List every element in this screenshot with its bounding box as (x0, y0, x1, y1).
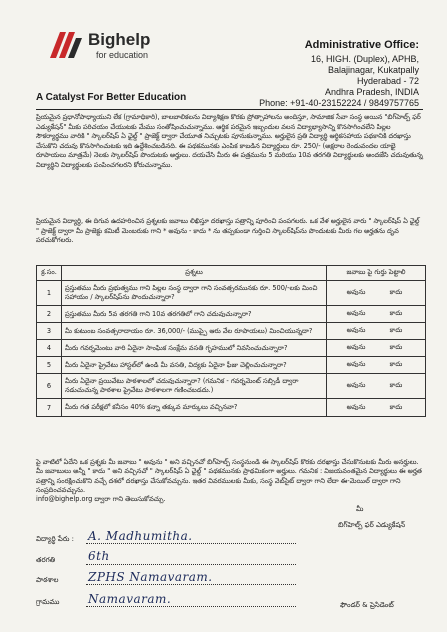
student-name-value[interactable]: A. Madhumitha. (88, 529, 193, 543)
row-number: 7 (37, 399, 62, 417)
eligibility-note: పై వాటిలో ఏదేని ఒక ప్రశ్నకు మీ జవాబు " అవును " అని వచ్చినచో బిగ్‌హెల్ప్ సంస్థనుండి ఈ స్కాలర్‌షిప్ కొరకు దరఖాస్తు చేసుకొనుటకు మీరు అనర్హులు. మీ జవాబులు అన్నీ " కాదు " అని వచ్చినచో " స్కాలర్‌షిప్ ఏ ఛైల్డ్ " పథకమునకు ప్రాథమికంగా అర్హులు. గమనిక : విజయవంతమైన విద్యార్థులు ఈ అర్హత పత్రాన్ని సంరక్షించుకొని వచ్చే దశలో దరఖాస్తు చేసుకోవచ్చును. ఇతర వివరములకు మీకు, సంస్థ వెబ్‌సైట్ ద్వారా గాని లేదా ఈ-మెయిల్ ద్వారా గాని సంప్రదించవచ్చును. (36, 458, 422, 494)
header-divider (36, 109, 423, 110)
question-text: మీరు గవర్నమెంటు వారి ఏదైనా సాంఘిక సంక్షేమ వసతి గృహములో నివసించుచున్నారా? (62, 340, 327, 357)
footer-note (36, 458, 426, 504)
table-row (37, 323, 426, 340)
class-label: తరగతి (36, 556, 56, 564)
answer-yes-option[interactable]: అవును (346, 402, 366, 411)
answer-options (327, 306, 426, 323)
office-phone: Phone: +91-40-23152224 / 9849757765 (259, 98, 419, 108)
answer-options (327, 357, 426, 374)
table-row (37, 399, 426, 417)
contact-email: info@bighelp.org ద్వారా గాని తెలుసుకోవచ్చు. (36, 495, 166, 504)
answer-options (327, 323, 426, 340)
village-label: గ్రామము (36, 598, 60, 606)
question-text: ప్రస్తుతము మీరు 5వ తరగతి గాని 10వ తరగతిలో గాని చదువుచున్నారా? (62, 306, 327, 323)
answer-no-option[interactable]: కాదు (389, 326, 403, 334)
school-label: పాఠశాల (36, 576, 59, 584)
row-number: 6 (37, 374, 62, 399)
row-number: 4 (37, 340, 62, 357)
answer-yes-option[interactable]: అవును (346, 288, 366, 296)
col-serial-header: క్ర.సం. (37, 266, 62, 281)
answer-options (327, 340, 426, 357)
answer-no-option[interactable]: కాదు (389, 360, 403, 368)
table-row (37, 281, 426, 306)
question-text: ప్రస్తుతము మీరు ప్రభుత్వము గాని పిల్లల సంస్థ ద్వారా గాని సంవత్సరమునకు రూ. 500/-లకు మించి సహాయం / స్కాలర్‌షిప్‌ను పొందుచున్నారా? (62, 281, 327, 306)
office-address (259, 40, 419, 109)
school-line (86, 584, 296, 585)
table-header-row (37, 266, 426, 281)
class-value[interactable]: 6th (88, 549, 110, 563)
question-text: మీరు గత పరీక్షలో కనీసం 40% కన్నా తక్కువ మార్కులు వచ్చినవా? (62, 399, 327, 417)
question-text: మీరు ఏదైనా ప్రైవేటు హాస్టల్‌లో ఉండి మీ వసతి, విద్యకు ఏదైనా ఫీజు చెల్లించుచున్నారా? (62, 357, 327, 374)
answer-no-option[interactable]: కాదు (389, 381, 403, 389)
answer-options (327, 399, 426, 417)
eligibility-table (36, 265, 426, 417)
answer-yes-option[interactable]: అవును (346, 343, 366, 351)
col-answer-header: జవాబు పై గుర్తు పెట్టాలి (327, 266, 426, 281)
table-row (37, 374, 426, 399)
answer-yes-option[interactable]: అవును (346, 381, 366, 389)
office-line: Andhra Pradesh, INDIA (324, 87, 419, 97)
col-question-header: ప్రశ్నలు (62, 266, 327, 281)
office-line: 16, HIGH. (Duplex), APHB, (310, 54, 419, 64)
student-name-line (86, 543, 296, 544)
brand-subtitle: for education (96, 50, 149, 60)
row-number: 2 (37, 306, 62, 323)
student-name-label: విద్యార్థి పేరు : (36, 535, 74, 543)
question-text: మీ కుటుంబ సంవత్సరాదాయం రూ. 36,000/- (ముప్పై ఆరు వేల రూపాయలు) మించియున్నదా? (62, 323, 327, 340)
row-number: 1 (37, 281, 62, 306)
table-row (37, 340, 426, 357)
question-text: మీరు ఏదైనా ప్రయివేటు పాఠశాలలో చదువుచున్నారా? (గమనిక - గవర్నమెంట్ సబ్సిడీ ద్వారా నడుచుచున్న పాఠశాల ప్రైవేటు పాఠశాలగా గణించబడదు.) (62, 374, 327, 399)
school-value[interactable]: ZPHS Namavaram. (88, 570, 213, 584)
office-heading: Administrative Office: (304, 39, 419, 51)
organisation-signoff: బిగ్‌హెల్ప్ ఫర్ ఎడ్యుకేషన్ (338, 521, 406, 529)
village-value[interactable]: Namavaram. (88, 592, 172, 606)
closing-salutation: మీ (356, 505, 364, 513)
bighelp-logo-icon (46, 26, 86, 62)
tagline: A Catalyst For Better Education (36, 92, 187, 103)
answer-options (327, 281, 426, 306)
brand-name: Bighelp (88, 30, 151, 49)
answer-yes-option[interactable]: అవును (346, 326, 366, 334)
answer-no-option[interactable]: కాదు (389, 343, 403, 351)
letter-paragraph-headmaster: ప్రియమైన ప్రధానోపాధ్యాయుని లేక (గ్రామాధికారి), బాలబాలికలను విద్యాశిక్షణ కొరకు ప్రోత్సాహాలను అందిస్తూ, సామాజిక సేవా సంస్థ అయిన "బిగ్‌హెల్ప్ ఫర్ ఎడ్యుకేషన్" మీకు పరిచయం చేయుటకు మేము సంతోషించుచున్నాము. ఆర్థిక పరమైన ఇబ్బందుల వలన విద్యాభ్యాసాన్ని కొనసాగించలేని పిల్లల సౌకర్యార్థము వారికి " స్కాలర్‌షిప్ ఏ ఛైల్డ్ " ప్రాజెక్ట్ ద్వారా చేయూత నిచ్చుటకు పూనుకున్నాము. అర్హులైన ప్రతి విద్యార్థి ఆర్థికసహాయ పథకానికి దరఖాస్తు చేసుకొని చదువు కొనసాగించుటకు ఇది ఉద్దేశించబడినది. ఈ పథకమునకు ఎంపిక కాబడిన విద్యార్థులు రూ. 250/- (అక్షరాల రెండువందల యాభై రూపాయలు మాత్రమే) నెలకు స్కాలర్‌షిప్ పొందుటకు అర్హులు. దయచేసి మీరు ఈ పత్రమును 5 మరియు 10వ తరగతి విద్యార్థులకు అందజేసి చదువుతున్న విద్యార్థిని విద్యార్థులకు పంపించగలరని కోరుచున్నాము. (36, 113, 423, 169)
founder-title: ఫౌండర్ & ప్రెసిడెంట్ (340, 601, 394, 609)
table-row (37, 306, 426, 323)
office-line: Hyderabad - 72 (356, 76, 419, 86)
village-line (86, 606, 296, 607)
row-number: 5 (37, 357, 62, 374)
answer-no-option[interactable]: కాదు (389, 288, 403, 296)
letter-paragraph-student: ప్రియమైన విద్యార్థి, ఈ దిగువ ఉదహరించిన ప్రశ్నలకు జవాబు లిఖిస్తూ దరఖాస్తు పత్రాన్ని పూరించి పంపగలరు. ఒక వేళ అర్హులైన వారు " స్కాలర్‌షిప్ ఏ ఛైల్డ్ " ప్రాజెక్ట్ ద్వారా మీ ప్రాజెక్టు కమిటీ మెంబరుకు గాని * అవును - కాదు * ను తప్పకుండా గుర్తించి స్కాలర్‌షిప్‌ను పొందుటకు మీరు గల అర్హతను దృవ పరచుకోగలరు. (36, 217, 420, 245)
table-row (37, 357, 426, 374)
answer-no-option[interactable]: కాదు (389, 402, 403, 411)
answer-yes-option[interactable]: అవును (346, 360, 366, 368)
office-line: Balajinagar, Kukatpally (327, 65, 419, 75)
answer-options (327, 374, 426, 399)
answer-yes-option[interactable]: అవును (346, 309, 366, 317)
class-line (86, 564, 296, 565)
answer-no-option[interactable]: కాదు (389, 309, 403, 317)
row-number: 3 (37, 323, 62, 340)
